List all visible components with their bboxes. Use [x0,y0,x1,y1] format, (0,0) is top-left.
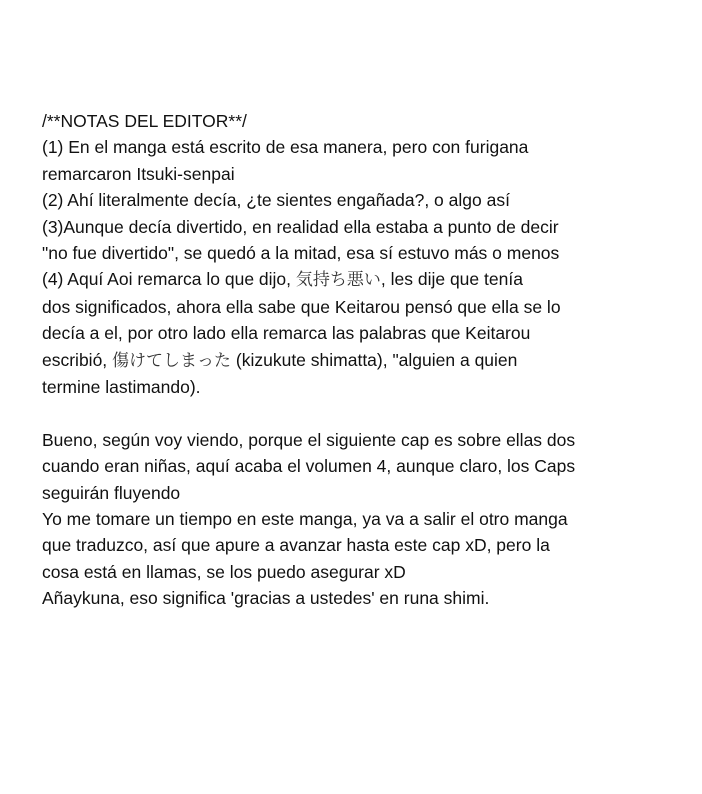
note-4-japanese-term: 気持ち悪い [295,270,381,291]
editor-notes-document [42,108,682,612]
closing-line-5: que traduzco, así que apure a avanzar hasta este cap xD, pero la [42,535,550,556]
note-4-japanese-phrase: 傷けてしまった [112,350,232,371]
notes-header: /**NOTAS DEL EDITOR**/ [42,111,247,131]
closing-line-3: seguirán fluyendo [42,482,181,503]
note-4-line-4-after: (kizukute shimatta), "alguien a quien [231,349,518,370]
note-4-line-4-before: escribió, [42,349,113,370]
note-4-line-4 [42,347,682,374]
note-1-line-2: remarcaron Itsuki-senpai [42,163,235,184]
note-1-line-1: (1) En el manga está escrito de esa manera, pero con furigana [42,137,529,158]
note-4-line-5: termine lastimando). [42,377,201,398]
note-3-line-2: "no fue divertido", se quedó a la mitad, esa sí estuvo más o menos [42,243,560,264]
paragraph-spacer [42,400,682,426]
note-4-line-3: decía a el, por otro lado ella remarca las palabras que Keitarou [42,323,531,344]
closing-line-1: Bueno, según voy viendo, porque el siguiente cap es sobre ellas dos [42,429,576,450]
note-3-line-1: (3)Aunque decía divertido, en realidad ella estaba a punto de decir [42,216,559,237]
note-4-line-2: dos significados, ahora ella sabe que Keitarou pensó que ella se lo [42,296,561,317]
closing-line-4: Yo me tomare un tiempo en este manga, ya va a salir el otro manga [42,509,568,530]
closing-line-2: cuando eran niñas, aquí acaba el volumen 4, aunque claro, los Caps [42,456,576,477]
note-2: (2) Ahí literalmente decía, ¿te sientes engañada?, o algo así [42,190,510,211]
closing-line-6: cosa está en llamas, se los puedo asegurar xD [42,561,406,582]
note-4-text-before: (4) Aquí Aoi remarca lo que dijo, [42,269,296,290]
note-4-text-after: , les dije que tenía [380,269,523,290]
note-4-line-1 [42,266,682,293]
closing-line-7: Añaykuna, eso significa 'gracias a ustedes' en runa shimi. [42,588,490,609]
